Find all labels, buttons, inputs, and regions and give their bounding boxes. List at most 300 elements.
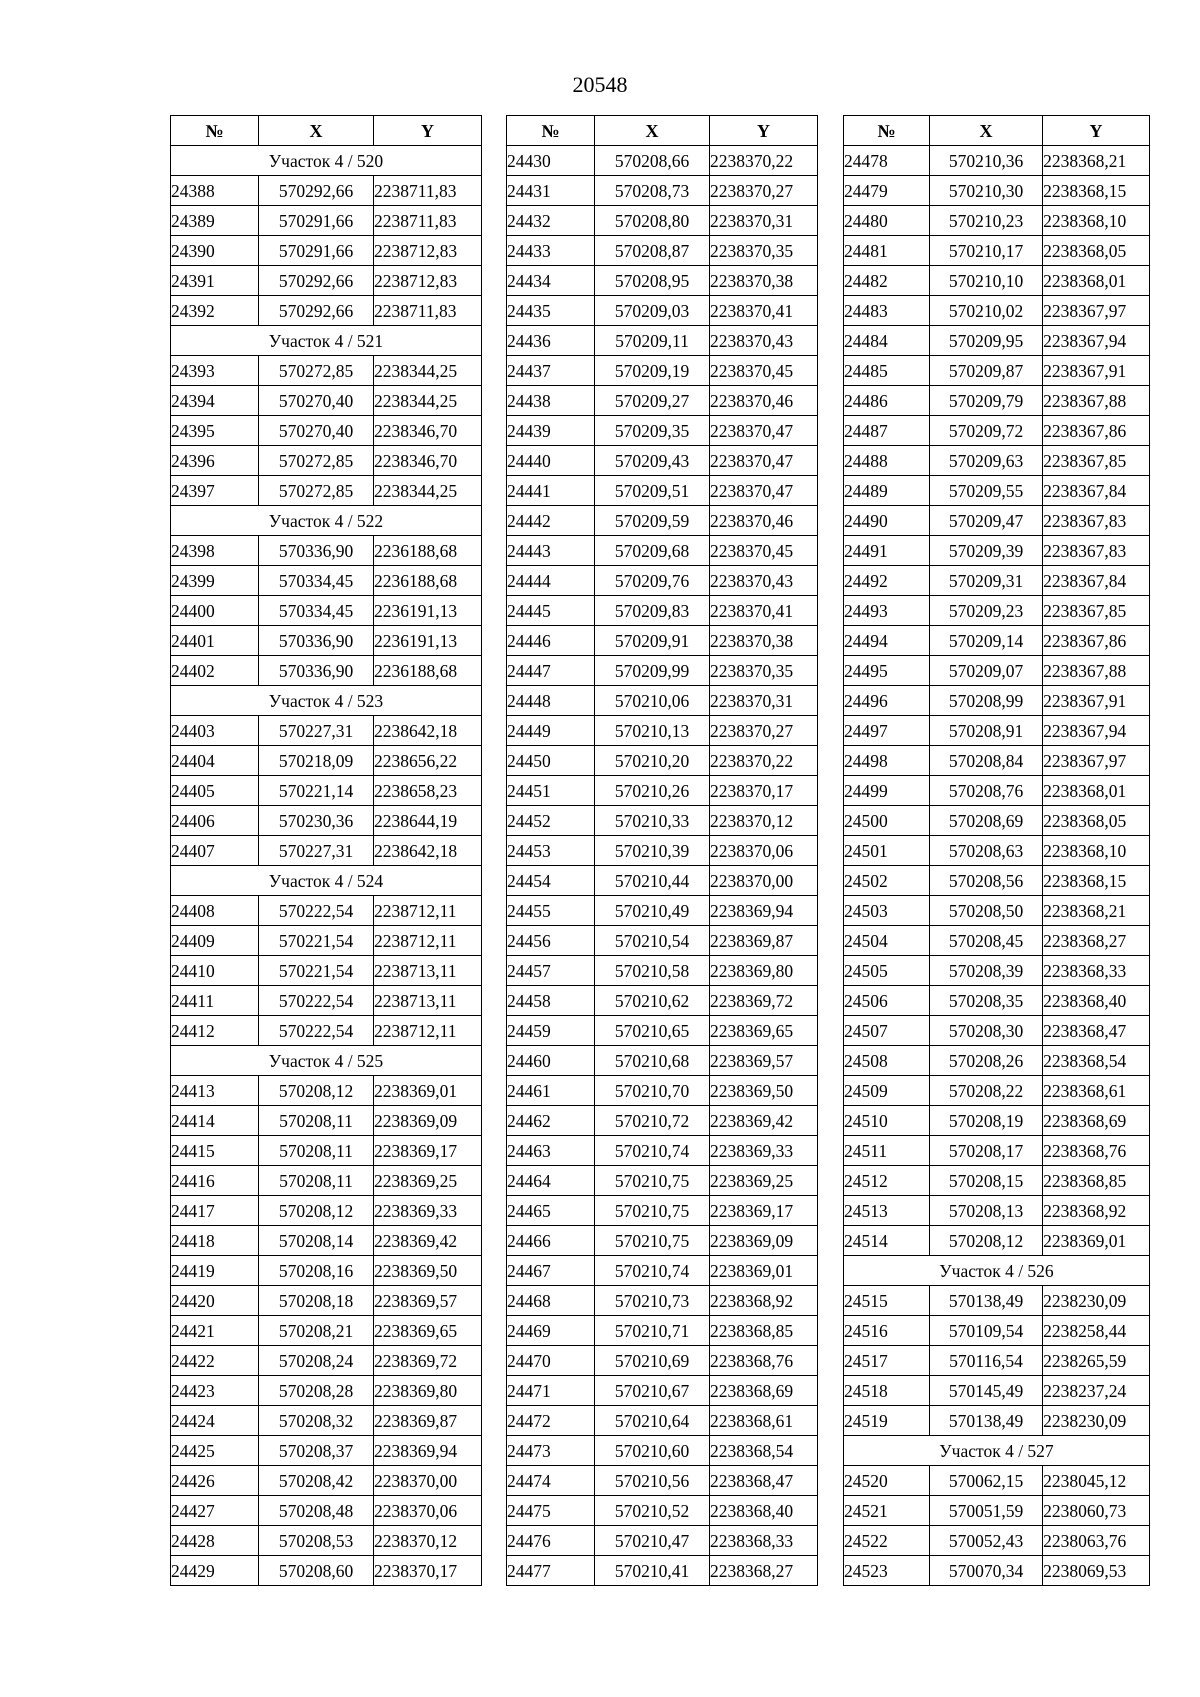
- table-row: [844, 836, 1150, 866]
- y-coordinate: 2238370,41: [710, 596, 818, 626]
- x-coordinate: 570208,12: [929, 1226, 1042, 1256]
- y-coordinate: 2238368,69: [1043, 1106, 1150, 1136]
- y-coordinate: 2238370,45: [710, 536, 818, 566]
- point-number: 24493: [844, 596, 930, 626]
- point-number: 24471: [507, 1376, 595, 1406]
- point-number: 24504: [844, 926, 930, 956]
- point-number: 24497: [844, 716, 930, 746]
- point-number: 24473: [507, 1436, 595, 1466]
- y-coordinate: 2238370,38: [710, 626, 818, 656]
- point-number: 24406: [171, 806, 259, 836]
- point-number: 24467: [507, 1256, 595, 1286]
- table-row: [507, 956, 818, 986]
- point-number: 24478: [844, 146, 930, 176]
- x-coordinate: 570209,47: [929, 506, 1042, 536]
- x-coordinate: 570210,52: [595, 1496, 710, 1526]
- y-coordinate: 2238369,25: [374, 1166, 482, 1196]
- x-coordinate: 570210,33: [595, 806, 710, 836]
- x-coordinate: 570209,87: [929, 356, 1042, 386]
- point-number: 24403: [171, 716, 259, 746]
- header-y: Y: [1043, 116, 1150, 146]
- y-coordinate: 2236188,68: [374, 566, 482, 596]
- table-row: [507, 1076, 818, 1106]
- x-coordinate: 570292,66: [259, 266, 374, 296]
- x-coordinate: 570208,14: [259, 1226, 374, 1256]
- table-row: [844, 1406, 1150, 1436]
- point-number: 24399: [171, 566, 259, 596]
- point-number: 24484: [844, 326, 930, 356]
- section-row: [171, 1046, 482, 1076]
- x-coordinate: 570210,39: [595, 836, 710, 866]
- x-coordinate: 570210,68: [595, 1046, 710, 1076]
- y-coordinate: 2238230,09: [1043, 1406, 1150, 1436]
- y-coordinate: 2238368,54: [710, 1436, 818, 1466]
- table-row: [844, 1556, 1150, 1586]
- x-coordinate: 570334,45: [259, 566, 374, 596]
- section-title: Участок 4 / 521: [171, 326, 482, 356]
- point-number: 24420: [171, 1286, 259, 1316]
- table-row: [171, 1196, 482, 1226]
- x-coordinate: 570208,50: [929, 896, 1042, 926]
- point-number: 24430: [507, 146, 595, 176]
- table-row: [844, 266, 1150, 296]
- table-row: [844, 1226, 1150, 1256]
- point-number: 24389: [171, 206, 259, 236]
- x-coordinate: 570218,09: [259, 746, 374, 776]
- x-coordinate: 570210,54: [595, 926, 710, 956]
- table-row: [507, 296, 818, 326]
- x-coordinate: 570210,26: [595, 776, 710, 806]
- x-coordinate: 570208,12: [259, 1076, 374, 1106]
- point-number: 24487: [844, 416, 930, 446]
- x-coordinate: 570209,79: [929, 386, 1042, 416]
- point-number: 24489: [844, 476, 930, 506]
- table-row: [171, 356, 482, 386]
- table-row: [507, 986, 818, 1016]
- y-coordinate: 2238369,33: [710, 1136, 818, 1166]
- x-coordinate: 570208,87: [595, 236, 710, 266]
- point-number: 24455: [507, 896, 595, 926]
- x-coordinate: 570209,95: [929, 326, 1042, 356]
- table-row: [844, 206, 1150, 236]
- table-row: [171, 1166, 482, 1196]
- table-row: [844, 1466, 1150, 1496]
- section-row: [171, 686, 482, 716]
- x-coordinate: 570209,31: [929, 566, 1042, 596]
- x-coordinate: 570209,11: [595, 326, 710, 356]
- point-number: 24448: [507, 686, 595, 716]
- section-title: Участок 4 / 525: [171, 1046, 482, 1076]
- x-coordinate: 570209,03: [595, 296, 710, 326]
- y-coordinate: 2238712,11: [374, 926, 482, 956]
- x-coordinate: 570291,66: [259, 236, 374, 266]
- table-row: [171, 836, 482, 866]
- y-coordinate: 2238370,31: [710, 686, 818, 716]
- x-coordinate: 570208,30: [929, 1016, 1042, 1046]
- x-coordinate: 570208,56: [929, 866, 1042, 896]
- table-row: [507, 1346, 818, 1376]
- y-coordinate: 2238369,72: [374, 1346, 482, 1376]
- point-number: 24460: [507, 1046, 595, 1076]
- point-number: 24463: [507, 1136, 595, 1166]
- x-coordinate: 570208,22: [929, 1076, 1042, 1106]
- x-coordinate: 570210,72: [595, 1106, 710, 1136]
- point-number: 24476: [507, 1526, 595, 1556]
- section-row: [171, 326, 482, 356]
- table-row: [507, 236, 818, 266]
- table-row: [507, 146, 818, 176]
- table-row: [171, 1406, 482, 1436]
- point-number: 24506: [844, 986, 930, 1016]
- table-row: [507, 1436, 818, 1466]
- x-coordinate: 570208,26: [929, 1046, 1042, 1076]
- x-coordinate: 570272,85: [259, 476, 374, 506]
- y-coordinate: 2238069,53: [1043, 1556, 1150, 1586]
- x-coordinate: 570222,54: [259, 896, 374, 926]
- point-number: 24449: [507, 716, 595, 746]
- point-number: 24482: [844, 266, 930, 296]
- y-coordinate: 2238370,46: [710, 506, 818, 536]
- table-row: [844, 1376, 1150, 1406]
- point-number: 24411: [171, 986, 259, 1016]
- x-coordinate: 570070,34: [929, 1556, 1042, 1586]
- y-coordinate: 2238369,01: [710, 1256, 818, 1286]
- y-coordinate: 2238713,11: [374, 986, 482, 1016]
- table-row: [171, 596, 482, 626]
- point-number: 24418: [171, 1226, 259, 1256]
- x-coordinate: 570209,63: [929, 446, 1042, 476]
- x-coordinate: 570209,14: [929, 626, 1042, 656]
- x-coordinate: 570334,45: [259, 596, 374, 626]
- point-number: 24500: [844, 806, 930, 836]
- y-coordinate: 2238237,24: [1043, 1376, 1150, 1406]
- x-coordinate: 570210,71: [595, 1316, 710, 1346]
- y-coordinate: 2238370,38: [710, 266, 818, 296]
- x-coordinate: 570210,70: [595, 1076, 710, 1106]
- y-coordinate: 2238711,83: [374, 296, 482, 326]
- table-row: [844, 446, 1150, 476]
- y-coordinate: 2238346,70: [374, 446, 482, 476]
- point-number: 24445: [507, 596, 595, 626]
- point-number: 24410: [171, 956, 259, 986]
- point-number: 24452: [507, 806, 595, 836]
- point-number: 24412: [171, 1016, 259, 1046]
- y-coordinate: 2238367,97: [1043, 746, 1150, 776]
- y-coordinate: 2238367,83: [1043, 506, 1150, 536]
- point-number: 24507: [844, 1016, 930, 1046]
- point-number: 24466: [507, 1226, 595, 1256]
- table-row: [171, 926, 482, 956]
- y-coordinate: 2238712,83: [374, 266, 482, 296]
- y-coordinate: 2238370,22: [710, 746, 818, 776]
- table-header-row: [844, 116, 1150, 146]
- y-coordinate: 2238367,86: [1043, 416, 1150, 446]
- table-row: [171, 986, 482, 1016]
- point-number: 24459: [507, 1016, 595, 1046]
- x-coordinate: 570208,39: [929, 956, 1042, 986]
- y-coordinate: 2238368,85: [1043, 1166, 1150, 1196]
- y-coordinate: 2238368,76: [1043, 1136, 1150, 1166]
- y-coordinate: 2238369,87: [710, 926, 818, 956]
- x-coordinate: 570210,17: [929, 236, 1042, 266]
- x-coordinate: 570210,02: [929, 296, 1042, 326]
- x-coordinate: 570222,54: [259, 986, 374, 1016]
- x-coordinate: 570208,80: [595, 206, 710, 236]
- table-row: [844, 1196, 1150, 1226]
- table-row: [171, 566, 482, 596]
- x-coordinate: 570209,83: [595, 596, 710, 626]
- y-coordinate: 2238368,15: [1043, 176, 1150, 206]
- table-row: [507, 776, 818, 806]
- table-row: [844, 956, 1150, 986]
- x-coordinate: 570210,74: [595, 1256, 710, 1286]
- y-coordinate: 2238265,59: [1043, 1346, 1150, 1376]
- table-row: [507, 416, 818, 446]
- point-number: 24439: [507, 416, 595, 446]
- x-coordinate: 570209,51: [595, 476, 710, 506]
- table-row: [171, 1466, 482, 1496]
- point-number: 24490: [844, 506, 930, 536]
- table-row: [844, 1346, 1150, 1376]
- y-coordinate: 2238369,94: [374, 1436, 482, 1466]
- x-coordinate: 570208,76: [929, 776, 1042, 806]
- table-row: [507, 176, 818, 206]
- x-coordinate: 570210,58: [595, 956, 710, 986]
- x-coordinate: 570210,69: [595, 1346, 710, 1376]
- table-row: [171, 896, 482, 926]
- table-row: [844, 776, 1150, 806]
- point-number: 24434: [507, 266, 595, 296]
- x-coordinate: 570209,39: [929, 536, 1042, 566]
- y-coordinate: 2238344,25: [374, 476, 482, 506]
- y-coordinate: 2238370,17: [710, 776, 818, 806]
- point-number: 24520: [844, 1466, 930, 1496]
- point-number: 24515: [844, 1286, 930, 1316]
- x-coordinate: 570210,62: [595, 986, 710, 1016]
- table-row: [171, 956, 482, 986]
- point-number: 24421: [171, 1316, 259, 1346]
- y-coordinate: 2238367,84: [1043, 566, 1150, 596]
- table-row: [844, 386, 1150, 416]
- x-coordinate: 570227,31: [259, 836, 374, 866]
- y-coordinate: 2238367,83: [1043, 536, 1150, 566]
- y-coordinate: 2238370,47: [710, 416, 818, 446]
- point-number: 24464: [507, 1166, 595, 1196]
- y-coordinate: 2238370,46: [710, 386, 818, 416]
- point-number: 24505: [844, 956, 930, 986]
- table-body: [844, 146, 1150, 1586]
- point-number: 24492: [844, 566, 930, 596]
- table-row: [507, 356, 818, 386]
- section-row: [171, 506, 482, 536]
- y-coordinate: 2238369,42: [374, 1226, 482, 1256]
- x-coordinate: 570292,66: [259, 176, 374, 206]
- y-coordinate: 2238369,01: [374, 1076, 482, 1106]
- x-coordinate: 570208,17: [929, 1136, 1042, 1166]
- x-coordinate: 570272,85: [259, 356, 374, 386]
- table-row: [507, 596, 818, 626]
- point-number: 24401: [171, 626, 259, 656]
- table-row: [171, 266, 482, 296]
- point-number: 24502: [844, 866, 930, 896]
- point-number: 24518: [844, 1376, 930, 1406]
- table-row: [171, 206, 482, 236]
- point-number: 24422: [171, 1346, 259, 1376]
- point-number: 24388: [171, 176, 259, 206]
- x-coordinate: 570210,73: [595, 1286, 710, 1316]
- x-coordinate: 570210,56: [595, 1466, 710, 1496]
- point-number: 24416: [171, 1166, 259, 1196]
- table-row: [844, 326, 1150, 356]
- table-row: [507, 1286, 818, 1316]
- point-number: 24488: [844, 446, 930, 476]
- section-title: Участок 4 / 522: [171, 506, 482, 536]
- x-coordinate: 570209,72: [929, 416, 1042, 446]
- point-number: 24450: [507, 746, 595, 776]
- table-row: [171, 776, 482, 806]
- y-coordinate: 2238369,17: [710, 1196, 818, 1226]
- x-coordinate: 570210,64: [595, 1406, 710, 1436]
- x-coordinate: 570336,90: [259, 536, 374, 566]
- y-coordinate: 2238368,92: [1043, 1196, 1150, 1226]
- point-number: 24512: [844, 1166, 930, 1196]
- table-row: [844, 1316, 1150, 1346]
- point-number: 24513: [844, 1196, 930, 1226]
- y-coordinate: 2238367,85: [1043, 446, 1150, 476]
- y-coordinate: 2238370,35: [710, 236, 818, 266]
- point-number: 24470: [507, 1346, 595, 1376]
- table-row: [507, 716, 818, 746]
- x-coordinate: 570210,60: [595, 1436, 710, 1466]
- point-number: 24442: [507, 506, 595, 536]
- point-number: 24400: [171, 596, 259, 626]
- table-row: [844, 1136, 1150, 1166]
- point-number: 24517: [844, 1346, 930, 1376]
- table-row: [507, 806, 818, 836]
- x-coordinate: 570272,85: [259, 446, 374, 476]
- y-coordinate: 2236188,68: [374, 656, 482, 686]
- point-number: 24444: [507, 566, 595, 596]
- y-coordinate: 2238368,76: [710, 1346, 818, 1376]
- table-row: [171, 1286, 482, 1316]
- x-coordinate: 570208,48: [259, 1496, 374, 1526]
- table-row: [171, 1256, 482, 1286]
- point-number: 24407: [171, 836, 259, 866]
- point-number: 24437: [507, 356, 595, 386]
- point-number: 24465: [507, 1196, 595, 1226]
- y-coordinate: 2238369,80: [374, 1376, 482, 1406]
- point-number: 24432: [507, 206, 595, 236]
- table-row: [507, 1316, 818, 1346]
- x-coordinate: 570208,11: [259, 1136, 374, 1166]
- x-coordinate: 570208,13: [929, 1196, 1042, 1226]
- point-number: 24479: [844, 176, 930, 206]
- table-row: [844, 1166, 1150, 1196]
- point-number: 24519: [844, 1406, 930, 1436]
- point-number: 24446: [507, 626, 595, 656]
- x-coordinate: 570208,35: [929, 986, 1042, 1016]
- point-number: 24424: [171, 1406, 259, 1436]
- point-number: 24443: [507, 536, 595, 566]
- x-coordinate: 570209,76: [595, 566, 710, 596]
- point-number: 24397: [171, 476, 259, 506]
- x-coordinate: 570210,44: [595, 866, 710, 896]
- table-row: [844, 536, 1150, 566]
- y-coordinate: 2238369,94: [710, 896, 818, 926]
- table-row: [507, 1556, 818, 1586]
- y-coordinate: 2238368,40: [710, 1496, 818, 1526]
- y-coordinate: 2238367,85: [1043, 596, 1150, 626]
- x-coordinate: 570208,18: [259, 1286, 374, 1316]
- table-row: [844, 566, 1150, 596]
- table-row: [171, 1526, 482, 1556]
- table-row: [507, 1196, 818, 1226]
- coordinate-table-3: [843, 115, 1150, 1586]
- table-row: [507, 1466, 818, 1496]
- table-row: [844, 656, 1150, 686]
- point-number: 24501: [844, 836, 930, 866]
- y-coordinate: 2238368,01: [1043, 776, 1150, 806]
- y-coordinate: 2238370,00: [710, 866, 818, 896]
- table-row: [507, 746, 818, 776]
- header-x: X: [259, 116, 374, 146]
- table-row: [507, 506, 818, 536]
- coordinate-table-1: [170, 115, 482, 1586]
- table-row: [171, 1316, 482, 1346]
- point-number: 24396: [171, 446, 259, 476]
- x-coordinate: 570208,60: [259, 1556, 374, 1586]
- point-number: 24508: [844, 1046, 930, 1076]
- x-coordinate: 570209,55: [929, 476, 1042, 506]
- point-number: 24474: [507, 1466, 595, 1496]
- x-coordinate: 570208,11: [259, 1106, 374, 1136]
- y-coordinate: 2238369,01: [1043, 1226, 1150, 1256]
- point-number: 24431: [507, 176, 595, 206]
- table-row: [844, 236, 1150, 266]
- point-number: 24454: [507, 866, 595, 896]
- point-number: 24417: [171, 1196, 259, 1226]
- point-number: 24483: [844, 296, 930, 326]
- y-coordinate: 2236191,13: [374, 596, 482, 626]
- table-row: [171, 416, 482, 446]
- x-coordinate: 570210,30: [929, 176, 1042, 206]
- x-coordinate: 570270,40: [259, 416, 374, 446]
- table-row: [844, 176, 1150, 206]
- y-coordinate: 2238368,01: [1043, 266, 1150, 296]
- x-coordinate: 570208,19: [929, 1106, 1042, 1136]
- table-row: [507, 626, 818, 656]
- x-coordinate: 570208,53: [259, 1526, 374, 1556]
- y-coordinate: 2236188,68: [374, 536, 482, 566]
- point-number: 24393: [171, 356, 259, 386]
- y-coordinate: 2238367,94: [1043, 326, 1150, 356]
- table-row: [507, 866, 818, 896]
- table-row: [844, 626, 1150, 656]
- section-row: [171, 146, 482, 176]
- table-row: [844, 986, 1150, 1016]
- x-coordinate: 570210,75: [595, 1166, 710, 1196]
- header-y: Y: [374, 116, 482, 146]
- point-number: 24425: [171, 1436, 259, 1466]
- x-coordinate: 570209,35: [595, 416, 710, 446]
- table-row: [171, 1346, 482, 1376]
- x-coordinate: 570209,91: [595, 626, 710, 656]
- section-row: [171, 866, 482, 896]
- x-coordinate: 570138,49: [929, 1286, 1042, 1316]
- table-row: [507, 656, 818, 686]
- table-row: [507, 266, 818, 296]
- x-coordinate: 570209,27: [595, 386, 710, 416]
